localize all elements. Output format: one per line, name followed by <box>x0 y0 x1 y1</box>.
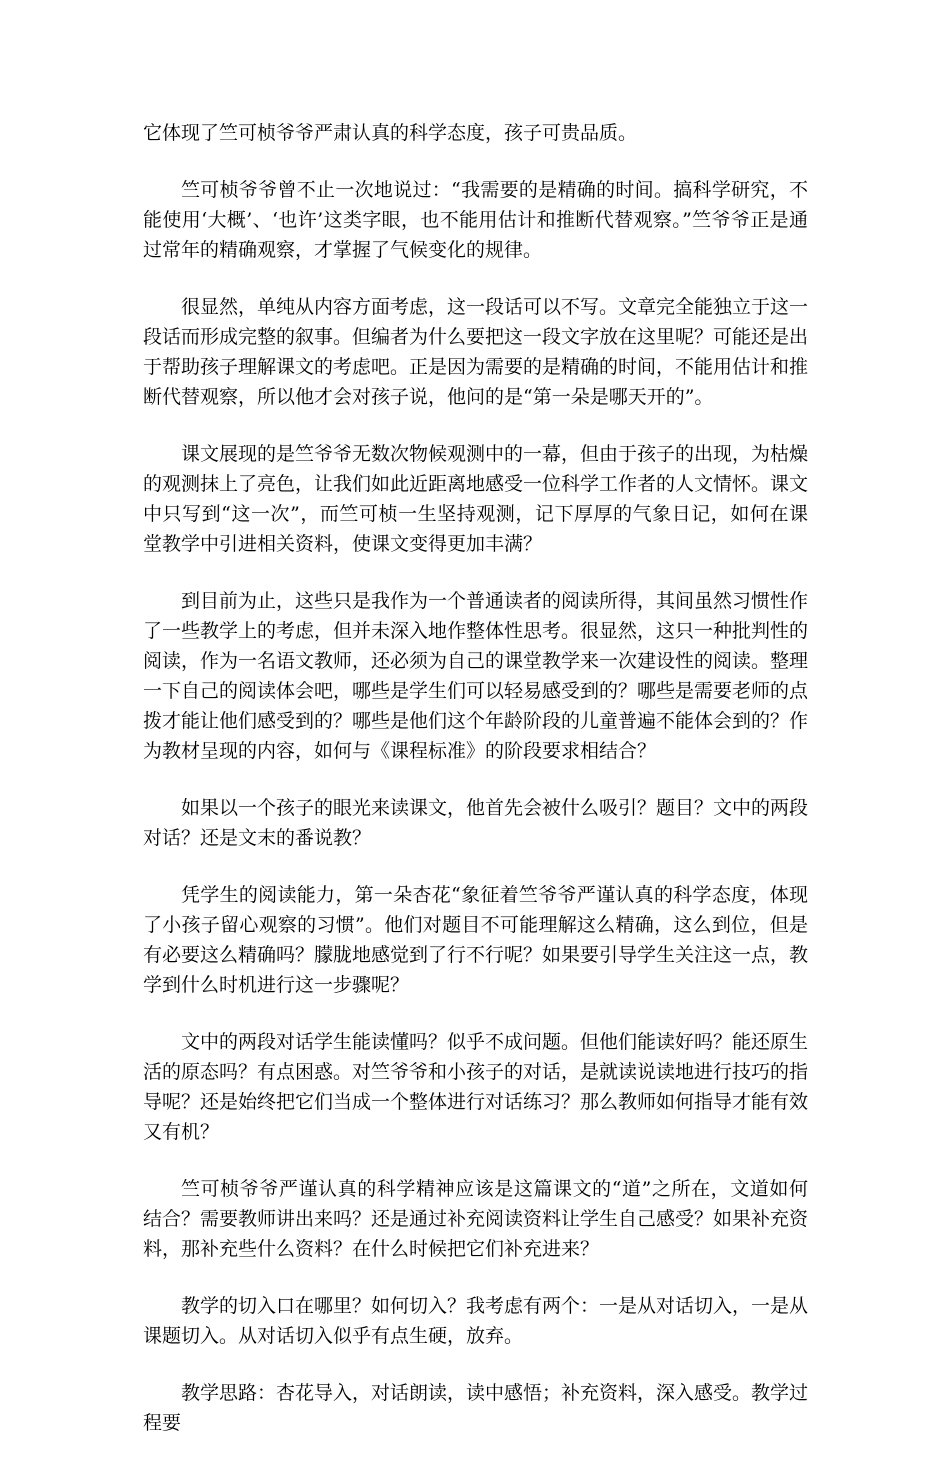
body-text <box>143 118 808 1465</box>
paragraph-7: 凭学生的阅读能力，第一朵杏花“象征着竺爷爷严谨认真的科学态度，体现了小孩子留心观察的习惯”。他们对题目不可能理解这么精确，这么到位，但是有必要这么精确吗？朦胧地感觉到了行不行呢？如果要引导学生关注这一点，教学到什么时机进行这一步骤呢？ <box>143 884 809 996</box>
paragraph-8: 文中的两段对话学生能读懂吗？似乎不成问题。但他们能读好吗？能还原生活的原态吗？有点困惑。对竺爷爷和小孩子的对话，是就读说读地进行技巧的指导呢？还是始终把它们当成一个整体进行对话练习？那么教师如何指导才能有效又有机？ <box>143 1031 809 1143</box>
paragraph-9: 竺可桢爷爷严谨认真的科学精神应该是这篇课文的“道”之所在，文道如何结合？需要教师讲出来吗？还是通过补充阅读资料让学生自己感受？如果补充资料，那补充些什么资料？在什么时候把它们补充进来？ <box>143 1178 809 1260</box>
paragraph-6: 如果以一个孩子的眼光来读课文，他首先会被什么吸引？题目？文中的两段对话？还是文末的番说教？ <box>143 797 809 849</box>
paragraph-4: 课文展现的是竺爷爷无数次物候观测中的一幕，但由于孩子的出现，为枯燥的观测抹上了亮色，让我们如此近距离地感受一位科学工作者的人文情怀。课文中只写到“这一次”，而竺可桢一生坚持观测，记下厚厚的气象日记，如何在课堂教学中引进相关资料，使课文变得更加丰满？ <box>143 443 809 555</box>
paragraph-2: 竺可桢爷爷曾不止一次地说过：“我需要的是精确的时间。搞科学研究，不能使用‘大概’、‘也许’这类字眼，也不能用估计和推断代替观察。”竺爷爷正是通过常年的精确观察，才掌握了气候变化的规律。 <box>143 179 808 261</box>
paragraph-10: 教学的切入口在哪里？如何切入？我考虑有两个：一是从对话切入，一是从课题切入。从对话切入似乎有点生硬，放弃。 <box>143 1295 809 1347</box>
paragraph-5: 到目前为止，这些只是我作为一个普通读者的阅读所得，其间虽然习惯性作了一些教学上的考虑，但并未深入地作整体性思考。很显然，这只一种批判性的阅读，作为一名语文教师，还必须为自己的课堂教学来一次建设性的阅读。整理一下自己的阅读体会吧，哪些是学生们可以轻易感受到的？哪些是需要老师的点拨才能让他们感受到的？哪些是他们这个年龄阶段的儿童普遍不能体会到的？作为教材呈现的内容，如何与《课程标准》的阶段要求相结合？ <box>143 590 809 762</box>
paragraph-11: 教学思路：杏花导入，对话朗读，读中感悟；补充资料，深入感受。教学过程要 <box>143 1382 809 1434</box>
paragraph-1: 它体现了竺可桢爷爷严肃认真的科学态度，孩子可贵品质。 <box>143 122 638 144</box>
paragraph-3: 很显然，单纯从内容方面考虑，这一段话可以不写。文章完全能独立于这一段话而形成完整的叙事。但编者为什么要把这一段文字放在这里呢？可能还是出于帮助孩子理解课文的考虑吧。正是因为需要的是精确的时间，不能用估计和推断代替观察，所以他才会对孩子说，他问的是“第一朵是哪天开的”。 <box>143 296 809 408</box>
